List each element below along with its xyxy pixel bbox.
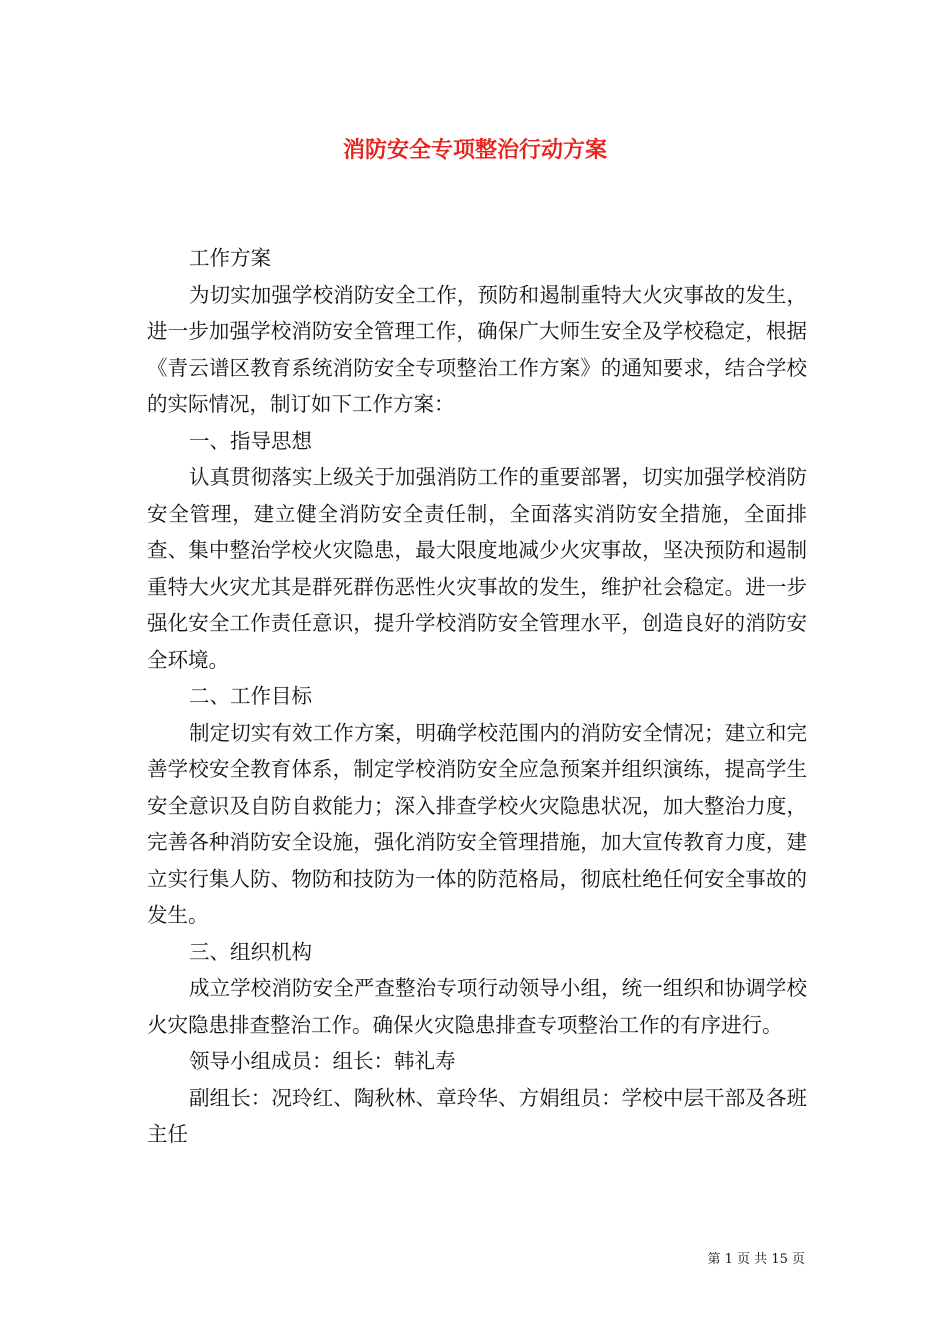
- page-number: 第 1 页 共 15 页: [707, 1252, 805, 1267]
- document-body: [147, 240, 807, 1153]
- paragraph-guiding-ideology: 认真贯彻落实上级关于加强消防工作的重要部署，切实加强学校消防安全管理，建立健全消防安全责任制，全面落实消防安全措施，全面排查、集中整治学校火灾隐患，最大限度地减少火灾事故，坚决预防和遏制重特大火灾尤其是群死群伤恶性火灾事故的发生，维护社会稳定。进一步强化安全工作责任意识，提升学校消防安全管理水平，创造良好的消防安全环境。: [147, 465, 807, 672]
- heading-work-goals: 二、工作目标: [189, 684, 312, 708]
- paragraph-work-goals: 制定切实有效工作方案，明确学校范围内的消防安全情况；建立和完善学校安全教育体系，制定学校消防安全应急预案并组织演练，提高学生安全意识及自防自救能力；深入排查学校火灾隐患状况，加大整治力度，完善各种消防安全设施，强化消防安全管理措施，加大宣传教育力度，建立实行集人防、物防和技防为一体的防范格局，彻底杜绝任何安全事故的发生。: [147, 720, 807, 927]
- paragraph-organization: 成立学校消防安全严查整治专项行动领导小组，统一组织和协调学校火灾隐患排查整治工作。确保火灾隐患排查专项整治工作的有序进行。: [147, 976, 807, 1037]
- paragraph-deputy-leaders: 副组长：况玲红、陶秋林、章玲华、方娟组员：学校中层干部及各班主任: [147, 1085, 807, 1146]
- intro-paragraph: 为切实加强学校消防安全工作，预防和遏制重特大火灾事故的发生，进一步加强学校消防安全管理工作，确保广大师生安全及学校稳定，根据《青云谱区教育系统消防安全专项整治工作方案》的通知要求，结合学校的实际情况，制订如下工作方案：: [147, 282, 807, 416]
- document-title: 消防安全专项整治行动方案: [342, 137, 607, 163]
- section-label-work-plan: 工作方案: [189, 246, 271, 270]
- paragraph-leader: 领导小组成员：组长：韩礼寿: [189, 1049, 456, 1073]
- heading-organization: 三、组织机构: [189, 939, 312, 964]
- heading-guiding-ideology: 一、指导思想: [189, 428, 312, 453]
